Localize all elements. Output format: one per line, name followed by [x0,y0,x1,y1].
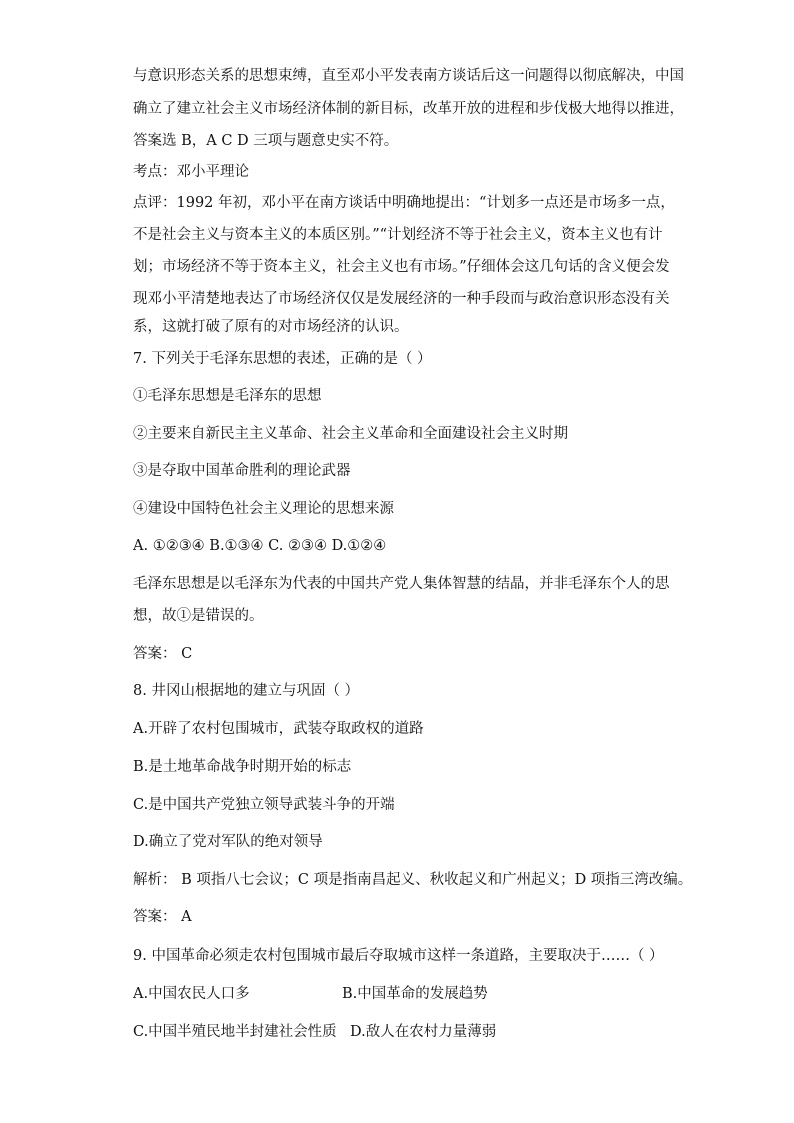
q8-option: A.开辟了农村包围城市，武装夺取政权的道路 [133,721,424,737]
q8-analysis: 解析： B 项指八七会议；C 项是指南昌起义、秋收起义和广州起义；D 项指三湾改编。 [133,872,693,888]
q7-item: ③是夺取中国革命胜利的理论武器 [133,463,351,479]
q9-option-b: B.中国革命的发展趋势 [342,986,488,1002]
question-8-stem: 8. 井冈山根据地的建立与巩固（ ） [133,683,360,699]
q7-item: ④建设中国特色社会主义理论的思想来源 [133,501,394,517]
q7-item: ①毛泽东思想是毛泽东的思想 [133,388,322,404]
paragraph-line: 与意识形态关系的思想束缚，直至邓小平发表南方谈话后这一问题得以彻底解决，中国 [133,68,684,84]
q7-options: A. ①②③④ B.①③④ C. ②③④ D.①②④ [133,538,387,554]
q8-option: C.是中国共产党独立领导武装斗争的开端 [133,797,395,813]
question-7-stem: 7. 下列关于毛泽东思想的表述，正确的是（ ） [133,351,432,367]
question-9-stem: 9. 中国革命必须走农村包围城市最后夺取城市这样一条道路，主要取决于……（ ） [133,948,664,964]
q9-option-d: D.敌人在农村力量薄弱 [350,1024,497,1040]
dianping-line: 划；市场经济不等于资本主义，社会主义也有市场。”仔细体会这几句话的含义便会发 [133,259,670,275]
dianping-line: 系，这就打破了原有的对市场经济的认识。 [133,319,409,335]
paragraph-line: 答案选 B，A C D 三项与题意史实不符。 [133,133,399,149]
q8-answer: 答案： A [133,909,192,925]
q9-option-a: A.中国农民人口多 [133,986,250,1002]
dianping-line: 不是社会主义与资本主义的本质区别。”“计划经济不等于社会主义，资本主义也有计 [133,227,663,243]
q9-option-c: C.中国半殖民地半封建社会性质 [133,1024,337,1040]
q7-item: ②主要来自新民主主义革命、社会主义革命和全面建设社会主义时期 [133,426,568,442]
dianping-line: 点评：1992 年初，邓小平在南方谈话中明确地提出：“计划多一点还是市场多一点， [133,195,675,211]
q8-option: D.确立了党对军队的绝对领导 [133,834,323,850]
q8-option: B.是土地革命战争时期开始的标志 [133,759,352,775]
paragraph-line: 确立了建立社会主义市场经济体制的新目标，改革开放的进程和步伐极大地得以推进， [133,101,684,117]
q7-answer: 答案： C [133,646,193,662]
q7-analysis-line: 毛泽东思想是以毛泽东为代表的中国共产党人集体智慧的结晶，并非毛泽东个人的思 [133,576,670,592]
dianping-line: 现邓小平清楚地表达了市场经济仅仅是发展经济的一种手段而与政治意识形态没有关 [133,291,670,307]
kaodian-line: 考点：邓小平理论 [133,164,249,180]
q7-analysis-line: 想，故①是错误的。 [133,608,264,624]
